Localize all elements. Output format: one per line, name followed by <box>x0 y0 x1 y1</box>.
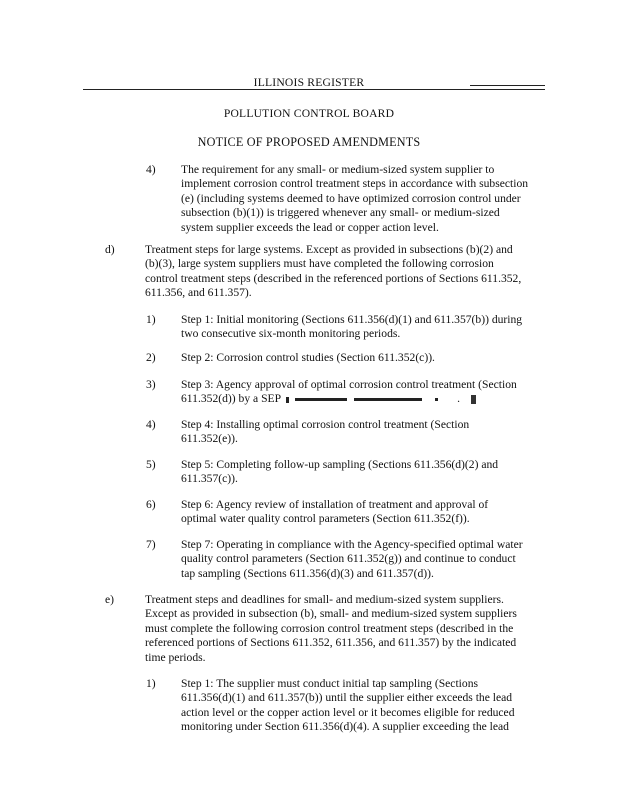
text-line: time periods. <box>145 650 206 664</box>
step-5 <box>181 458 498 487</box>
paragraph-4 <box>181 163 528 235</box>
step-number: 1) <box>146 677 156 690</box>
text-line: 611.357(c)). <box>181 472 238 486</box>
text-line: action level or the copper action level or it becomes eligible for reduced <box>181 705 515 719</box>
step-7 <box>181 538 523 581</box>
text-line: control treatment steps (described in the referenced portions of Sections 611.352, <box>145 271 522 285</box>
step-1 <box>181 313 522 342</box>
text-line: must complete the following corrosion control treatment steps (described in the <box>145 621 514 635</box>
text-line: implement corrosion control treatment steps in accordance with subsection <box>181 177 529 191</box>
step-4 <box>181 418 469 447</box>
text-line: 611.356(d)(1) and 611.357(b)) until the supplier either exceeds the lead <box>181 691 513 705</box>
step-number: 2) <box>146 351 156 364</box>
text-line: Except as provided in subsection (b), small- and medium-sized system suppliers <box>145 607 517 621</box>
subsection-letter: e) <box>105 593 115 606</box>
text-line: optimal water quality control parameters (Section 611.352(f)). <box>181 512 470 526</box>
header-rule <box>83 89 545 90</box>
step-number: 7) <box>146 538 156 551</box>
text-line: Step 1: Initial monitoring (Sections 611.356(d)(1) and 611.357(b)) during <box>181 313 523 326</box>
text-line: The requirement for any small- or medium-sized system supplier to <box>181 163 495 176</box>
redaction-mark <box>471 395 476 404</box>
paragraph-d <box>145 243 521 301</box>
board-title: POLLUTION CONTROL BOARD <box>223 107 395 120</box>
text-line-redacted <box>181 392 517 406</box>
text-line: Step 5: Completing follow-up sampling (Sections 611.356(d)(2) and <box>181 458 499 471</box>
redaction-mark <box>295 398 347 401</box>
text-line: subsection (b)(1)) is triggered whenever any small- or medium-sized <box>181 206 500 220</box>
redaction-mark <box>435 398 438 401</box>
redaction-mark <box>354 398 422 401</box>
paragraph-e-1 <box>181 677 515 735</box>
text-line: Treatment steps for large systems. Except as provided in subsections (b)(2) and <box>145 243 513 256</box>
text-line: Step 1: The supplier must conduct initial tap sampling (Sections <box>181 677 478 690</box>
text-line: 611.352(e)). <box>181 432 238 446</box>
subsection-letter: d) <box>105 243 115 256</box>
step-3 <box>181 378 517 407</box>
item-number: 4) <box>146 163 156 176</box>
step-number: 1) <box>146 313 156 326</box>
text-line: referenced portions of Sections 611.352, 611.356, and 611.357) by the indicated <box>145 636 517 650</box>
text-line: system supplier exceeds the lead or copper action level. <box>181 220 439 234</box>
text-line: (e) (including systems deemed to have optimized corrosion control under <box>181 191 521 205</box>
redaction-mark <box>286 397 289 403</box>
text-line: 611.356, and 611.357). <box>145 286 252 300</box>
text-line: Step 3: Agency approval of optimal corrosion control treatment (Section <box>181 378 517 391</box>
text-line: tap sampling (Sections 611.356(d)(3) and 611.357(d)). <box>181 566 434 580</box>
text-line: quality control parameters (Section 611.352(g)) and continue to conduct <box>181 552 516 566</box>
step-number: 3) <box>146 378 156 391</box>
paragraph-e <box>145 593 517 665</box>
text-line: Step 2: Corrosion control studies (Section 611.352(c)). <box>181 351 435 364</box>
text-line: two consecutive six-month monitoring periods. <box>181 327 401 341</box>
header-rule-short <box>470 85 545 86</box>
notice-title: NOTICE OF PROPOSED AMENDMENTS <box>197 135 421 149</box>
step-6 <box>181 498 488 527</box>
text-line: monitoring under Section 611.356(d)(4). A supplier exceeding the lead <box>181 720 509 734</box>
register-title: ILLINOIS REGISTER <box>253 76 365 89</box>
text-fragment: 611.352(d)) by a SEP <box>181 392 281 406</box>
step-number: 6) <box>146 498 156 511</box>
text-fragment: . <box>457 392 461 406</box>
text-line: Step 7: Operating in compliance with the Agency-specified optimal water <box>181 538 523 551</box>
step-2 <box>181 351 435 365</box>
step-number: 5) <box>146 458 156 471</box>
text-line: Step 4: Installing optimal corrosion control treatment (Section <box>181 418 470 431</box>
text-line: Treatment steps and deadlines for small- and medium-sized system suppliers. <box>145 593 504 606</box>
text-line: Step 6: Agency review of installation of treatment and approval of <box>181 498 489 511</box>
step-number: 4) <box>146 418 156 431</box>
text-line: (b)(3), large system suppliers must have completed the following corrosion <box>145 257 494 271</box>
